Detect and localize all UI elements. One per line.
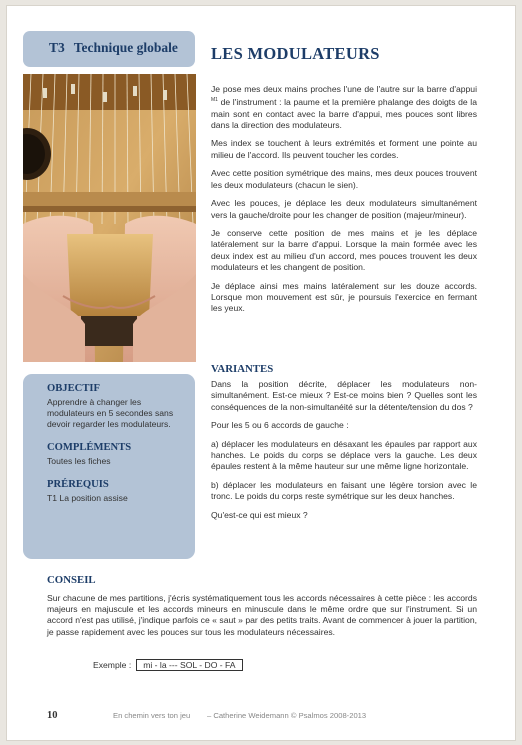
variantes-text [211, 379, 477, 528]
intro-paragraph: Avec cette position symétrique des mains, mes deux pouces trouvent les deux modulateurs (chacun le sien). [211, 168, 477, 190]
intro-paragraph [211, 84, 477, 131]
complements-text: Toutes les fiches [47, 456, 111, 466]
variantes-paragraph: Pour les 5 ou 6 accords de gauche : [211, 420, 349, 431]
objectif-text: Apprendre à changer les modulateurs en 5 secondes sans devoir regarder les modulateurs. [47, 397, 174, 429]
example-line [93, 659, 243, 671]
page [6, 5, 516, 741]
section-code: T3 [49, 40, 65, 55]
reference-superscript: M1 [211, 97, 218, 104]
variantes-paragraph: Qu'est-ce qui est mieux ? [211, 509, 308, 520]
page-title: LES MODULATEURS [211, 44, 380, 63]
instrument-hands-photo [23, 74, 196, 362]
variantes-paragraph: b) déplacer les modulateurs en faisant une légère torsion avec le tronc. Le poids du corps reste symétrique sur les deux hanches. [211, 479, 477, 502]
footer-book-title: En chemin vers ton jeu [113, 711, 191, 720]
intro-text [211, 84, 477, 322]
intro-paragraph-start: Je pose mes deux mains proches l'une de l'autre sur la barre d'appui [211, 84, 477, 94]
intro-paragraph: Je conserve cette position de mes mains et je les déplace latéralement sur la barre d'appui. Lorsque la main formée avec les deux index est au milieu d'un accord, mes pouces trouvent les deux modulateurs et les changent de position. [211, 227, 477, 273]
variantes-heading: VARIANTES [211, 363, 274, 375]
intro-paragraph: Mes index se touchent à leurs extrémités et forment une pointe au milieu de l'accord. Ils peuvent toucher les cordes. [211, 138, 477, 160]
objectif-heading: OBJECTIF [47, 383, 100, 394]
example-chords-box: mi - la --- SOL - DO - FA [136, 659, 242, 671]
intro-paragraph: Je déplace ainsi mes mains latéralement sur les douze accords. Lorsque mon mouvement est sûr, je poursuis l'exercice en fermant les yeux. [211, 280, 477, 314]
conseil-text: Sur chacune de mes partitions, j'écris systématiquement tous les accords nécessaires à cette pièce : les accords majeurs en majuscule et les accords mineurs en minuscule dans le même ordre que sur l'instrument. Si un accord n'est pas utilisé, j'indique parfois ce « saut » par des petits traits. Avant de commencer à jouer la partition, je passe rapidement avec les pouces sur tous les modulateurs nécessaires. [47, 593, 477, 637]
intro-paragraph-rest: de l'instrument : la paume et la première phalange des doigts de la main sont en contact avec la barre d'appui, mes pouces sont libres dans la direction des modulateurs. [211, 97, 477, 131]
conseil-heading: CONSEIL [47, 574, 96, 586]
prerequis-text: T1 La position assise [47, 493, 128, 503]
complements-heading: COMPLÉMENTS [47, 442, 132, 453]
variantes-paragraph: a) déplacer les modulateurs en désaxant les épaules par rapport aux hanches. Le poids du corps se déplace vers la gauche. Les deux épaules restent à la même hauteur sur une même ligne horizontale. [211, 438, 477, 472]
footer-credit: – Catherine Weidemann © Psalmos 2008-2013 [207, 711, 367, 720]
info-sidebox [23, 374, 195, 559]
variantes-paragraph: Dans la position décrite, déplacer les modulateurs non-simultanément. Est-ce mieux ? Est-ce moins bien ? Quelles sont les conséquences de la non-simultanéité sur la détente/tension du dos ? [211, 379, 477, 412]
section-label: Technique globale [73, 40, 178, 55]
section-tab [23, 31, 195, 67]
page-number: 10 [47, 710, 58, 721]
intro-paragraph: Avec les pouces, je déplace les deux modulateurs simultanément vers la gauche/droite pour les changer de position (majeur/mineur). [211, 198, 477, 220]
example-label: Exemple : [93, 660, 132, 670]
prerequis-heading: PRÉREQUIS [47, 479, 109, 490]
